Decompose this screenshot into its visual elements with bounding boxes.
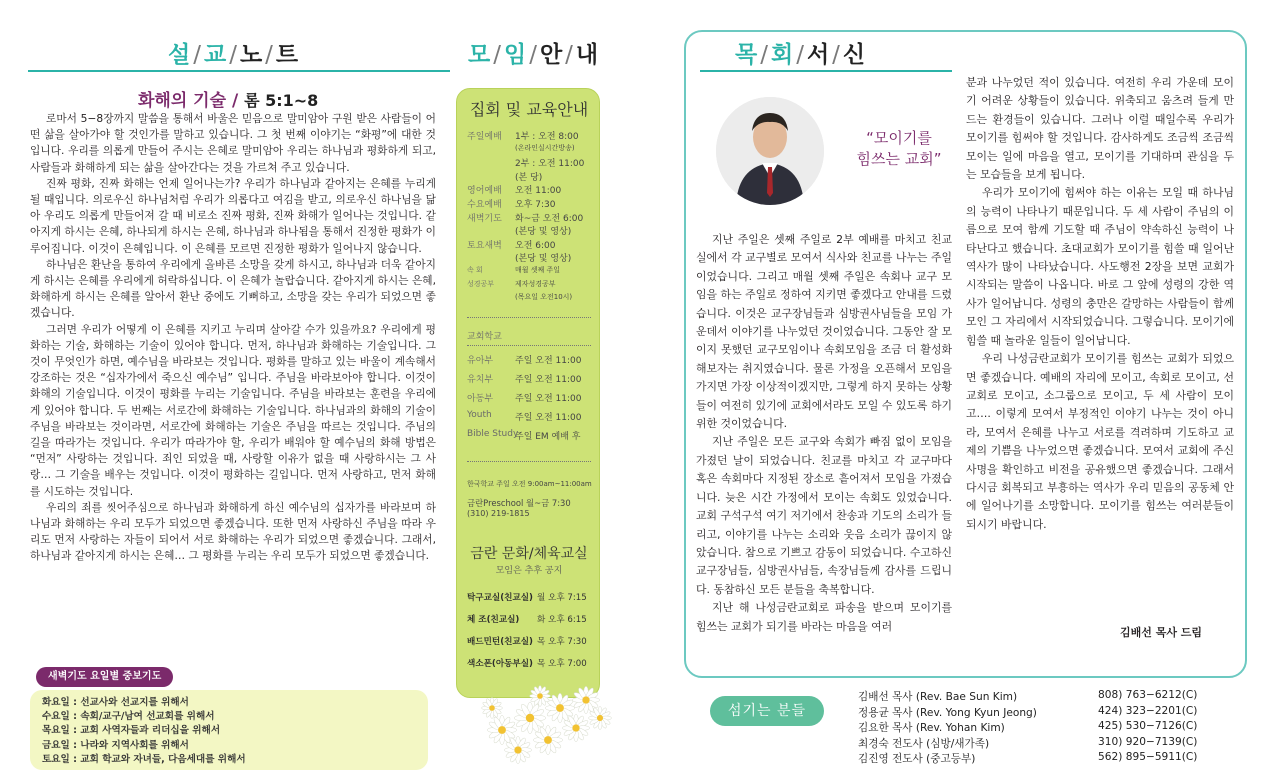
worship-row-value: (본 당): [515, 172, 543, 183]
culture-row-label: 배드민턴(친교실): [467, 637, 533, 647]
pastor-divider: [700, 70, 952, 72]
culture-row-value: 월 오후 7:15: [537, 593, 587, 603]
worship-row: [467, 238, 597, 251]
worship-row-value: 오전 11:00: [515, 186, 562, 197]
prayer-item: 목요일 : 교회 사역자들과 리더십을 위해서: [42, 725, 221, 737]
sermon-reference: 롬 5:1~8: [244, 91, 319, 110]
culture-subtitle: 모임은 추후 공지: [495, 566, 563, 576]
staff-contact-row: [858, 751, 1238, 767]
school-row-value: 주일 EM 예배 후: [515, 432, 581, 442]
school-heading: [467, 329, 597, 342]
title-char: 서: [806, 42, 831, 68]
sermon-paragraph: 그러면 우리가 어떻게 이 은혜를 지키고 누리며 살아갈 수가 있을까요? 우리에게 평화하는 기술, 화해하는 기술이 있어야 합니다. 먼저, 하나님과 화해하는 기술입니다. 그것이 무엇인가 하면, 예수님을 바라보는 것입니다. 평화를 말하고 있는 바울이 계속해서 강조하는 것은 “십자가에서 죽으신 예수님” 입니다. 주님을 바라보아야 합니다. 이것이 화해의 기술입니다. 이것이 평화를 누리는 기술입니다. 주님을 바라보는 훈련을 우리에게 있어야 합니다. 두 번째는 서로간에 화해하는 기술입니다. 하나님과의 화해의 기술이 주님을 바라보는 것이라면, 서로간에 화해하는 기술은 주님을 따르는 것입니다. 주님의 길을 따라가는 것입니다. 우리가 따라가야 할, 우리가 배워야 할 예수님의 화해 방법은 “먼저” 사랑하는 것입니다. 죄인 되었을 때, 사랑할 이유가 없을 때 사랑하시는 그 사랑… 그 기술을 배우는 것입니다. 이것이 평화하는 길입니다. 먼저 사랑하고, 먼저 화해를 시도하는 것입니다.: [30, 322, 436, 498]
culture-heading: 금란 문화/체육교실: [470, 546, 588, 562]
school-row: [467, 410, 597, 423]
meetings-panel: [456, 88, 600, 698]
worship-row-value: 화~금 오전 6:00: [515, 213, 584, 224]
school-heading-text: 교회학교: [467, 332, 502, 342]
sermon-body: [30, 111, 436, 565]
worship-row-label: 수요예배: [467, 200, 502, 210]
worship-row: [467, 265, 597, 275]
title-char: 트: [275, 42, 300, 68]
worship-row: [467, 279, 597, 289]
culture-row: [467, 591, 595, 603]
school-row-value: 주일 오전 11:00: [515, 356, 582, 366]
worship-row-value: 2부 : 오전 11:00: [515, 159, 585, 170]
staff-name: 최경숙 전도사 (심방/새가족): [858, 737, 990, 750]
sermon-heading-text: 화해의 기술 /: [138, 91, 245, 111]
letter-column-left: [696, 231, 952, 636]
divider: [467, 461, 591, 462]
school-row-value: 주일 오전 11:00: [515, 394, 582, 404]
staff-phone: 425) 530−7126(C): [1098, 720, 1198, 733]
title-char: 모: [468, 42, 492, 68]
staff-contact-row: [858, 705, 1238, 721]
letter-paragraph: 우리 나성금란교회가 모이기를 힘쓰는 교회가 되었으면 좋겠습니다. 예배의 자리에 모이고, 속회로 모이고, 선교회로 모이고, 소그룹으로 모이고, 두 세 사람이 모이고…. 이렇게 모여서 부정적인 이야기 나누는 것이 아니라, 모여서 은혜를 나누고 서로를 격려하며 기도하고 교제의 기쁨을 나누었으면 좋겠습니다. 모여서 교회에 주신 사명을 확인하고 비전을 공유했으면 좋겠습니다. 그래서 다시금 회복되고 부흥하는 역사가 우리 믿음의 공동체 안에 일어나기를 소망합니다. 모이기를 힘쓰는 여러분들이 되시기 바랍니다.: [966, 352, 1234, 531]
sermon-paragraph: 진짜 평화, 진짜 화해는 언제 일어나는가? 우리가 하나님과 같아지는 은혜를 누리게 될 때입니다. 의로우신 하나님처럼 우리가 의롭다고 여김을 받고, 의로우신 하나님을 닮아 우리도 의롭게 만들어져 갈 때 비로소 진짜 평화, 진짜 화해가 일어나는 것입니다. 같아지게 하시는 은혜, 하나되게 하시는 은혜, 하나님과 하나됨을 통해서 진정한 평화가 이루어집니다. 이것이 은혜입니다. 이 은혜를 모르면 진정한 평화가 일어나지 않습니다.: [30, 176, 436, 255]
school-row: [467, 429, 597, 442]
worship-row-label: 영어예배: [467, 186, 502, 197]
preschool-line: 금란Preschool 월~금 7:30: [467, 498, 571, 508]
worship-row-value: (온라인실시간방송): [515, 143, 575, 152]
worship-row-value: (본당 및 영상): [515, 227, 572, 238]
title-char: 안: [539, 42, 564, 68]
worship-row-label: 토요새벽: [467, 240, 502, 251]
divider: [467, 345, 591, 346]
staff-phone: 808) 763−6212(C): [1098, 689, 1198, 701]
worship-row: [467, 251, 597, 265]
staff-phone: 562) 895−5911(C): [1098, 751, 1198, 764]
worship-row-value: (목요일 오전10시): [515, 293, 573, 302]
letter-paragraph: 지난 해 나성금란교회로 파송을 받으며 모이기를 힘쓰는 교회가 되기를 바라는 마음을 여러: [696, 601, 952, 633]
culture-row-label: 탁구교실(친교실): [467, 593, 533, 603]
school-row-label: 유치부: [467, 375, 494, 385]
staff-phone: 310) 920−7139(C): [1098, 735, 1198, 748]
school-row: [467, 372, 597, 385]
staff-contact-row: [858, 689, 1238, 705]
title-char: 임: [503, 42, 528, 68]
school-row: [467, 353, 597, 366]
worship-row-label: 속 회: [467, 266, 483, 274]
title-char: 노: [239, 42, 264, 68]
letter-paragraph: 지난 주일은 모든 교구와 속회가 빠짐 없이 모임을 가졌던 날이 되었습니다. 친교를 마치고 각 교구마다 혹은 속회마다 지정된 장소로 흩어져서 모임을 가졌습니다. 늦은 시간 가정에서 모이는 속회도 있었습니다. 교회 구석구석 여기 저기에서 찬송과 기도의 소리가 들리고, 이야기를 나누는 소리와 웃음 소리가 끊이지 않았습니다. 참으로 기쁘고 감동이 되었습니다. 수고하신 교구장님들, 심방권사님들, 속장님들께 감사를 드립니다. 동참하신 모든 분들을 축복합니다.: [696, 435, 952, 596]
prayer-item: 토요일 : 교회 학교와 자녀들, 다음세대를 위해서: [42, 753, 246, 765]
staff-phone: 424) 323−2201(C): [1098, 704, 1198, 717]
culture-row-label: 체 조(친교실): [467, 615, 520, 625]
meetings-section-title: 모/임/안/내: [468, 42, 600, 68]
quote-line: “모이기를: [866, 129, 932, 147]
staff-contact-list: [858, 689, 1238, 767]
worship-row: [467, 129, 597, 142]
culture-row: [467, 613, 595, 625]
staff-name: 김진영 전도사 (중고등부): [858, 753, 976, 766]
worship-row-label: 성경공부: [467, 279, 495, 288]
worship-row: [467, 156, 597, 170]
staff-badge: 섬기는 분들: [710, 696, 824, 726]
school-row: [467, 391, 597, 404]
pastor-portrait: [716, 97, 824, 205]
staff-contact-row: [858, 736, 1238, 752]
prayer-item: 화요일 : 선교사와 선교지를 위해서: [42, 697, 189, 708]
staff-name: 정용균 목사 (Rev. Yong Kyun Jeong): [858, 706, 1037, 719]
daisy-icon: [482, 698, 503, 719]
school-row-label: Youth: [467, 410, 492, 420]
worship-row: [467, 183, 597, 196]
letter-paragraph: 우리가 모이기에 힘써야 하는 이유는 모일 때 하나님의 능력이 나타나기 때문입니다. 두 세 사람이 주님의 이름으로 모여 함께 기도할 때 주님이 약속하신 능력이 나타난다고 했습니다. 초대교회가 모이기를 힘쓸 때 일어난 역사가 많이 나타났습니다. 사도행전 2장을 보면 교회가 시작되는 말씀이 나옵니다. 바로 그 앞에 성령의 강한 역사가 일어납니다. 성령의 충만은 갈망하는 사람들이 함께 모인 그 자리에서 시작되었습니다. 그렇습니다. 모이기에 힘쓸 때 놀라운 일들이 일어납니다.: [966, 186, 1234, 347]
worship-row: [467, 211, 597, 224]
culture-row-value: 화 오후 6:15: [537, 615, 587, 625]
korean-school: 한국학교 주일 오전 9:00am~11:00am: [467, 480, 592, 488]
culture-row: [467, 657, 595, 669]
pastor-section-title: 목/회/서/신: [735, 42, 867, 68]
title-char: 내: [575, 42, 600, 68]
staff-name: 김배선 목사 (Rev. Bae Sun Kim): [858, 691, 1018, 703]
culture-row-value: 목 오후 7:00: [537, 659, 587, 669]
worship-row-value: 1부 : 오전 8:00: [515, 132, 579, 142]
culture-row-value: 목 오후 7:30: [537, 637, 587, 647]
letter-signature: 김배선 목사 드림: [1120, 626, 1203, 639]
worship-row: [467, 224, 597, 238]
prayer-badge: 새벽기도 요일별 중보기도: [36, 667, 173, 687]
worship-row-value: (본당 및 영상): [515, 254, 572, 265]
worship-row-value: 오후 7:30: [515, 200, 556, 210]
letter-paragraph: 지난 주일은 셋째 주일로 2부 예배를 마치고 친교실에서 각 교구별로 모여서 식사와 친교를 나누는 주일이었습니다. 그리고 매월 셋째 주일은 속회나 교구 모임을 하는 주일로 정하여 지키면 좋겠다고 안내를 드렸습니다. 이것은 교구장님들과 심방권사님들을 모임 가운데서 이야기를 나누었던 것이었습니다. 그동안 잘 모이지 못했던 교구모임이나 속회모임을 조금 더 활성화 해보자는 취지였습니다. 물론 가정을 오픈해서 모임을 가지면 가장 이상적이겠지만, 그렇게 하지 못하는 상황들이 여전히 있기에 교회에서라도 모일 수 있도록 하기 위한 것이었습니다.: [696, 233, 952, 431]
worship-row-value: 제자성경공부: [515, 279, 556, 288]
sermon-heading: [138, 86, 438, 111]
worship-row: [467, 197, 597, 210]
prayer-item: 수요일 : 속회/교구/남여 선교회를 위해서: [42, 711, 215, 723]
worship-row: [467, 170, 597, 183]
prayer-item: 금요일 : 나라와 지역사회를 위해서: [42, 739, 189, 751]
worship-row-label: 새벽기도: [467, 213, 502, 224]
school-row-label: 아동부: [467, 394, 494, 404]
staff-contact-row: [858, 720, 1238, 736]
sermon-paragraph: 우리의 죄를 씻어주심으로 하나님과 화해하게 하신 예수님의 십자가를 바라보며 하나님과 화해하는 우리 모두가 되었으면 좋겠습니다. 또한 먼저 사랑하신 주님을 따라 우리도 먼저 사랑하는 자들이 되어서 서로 화해하는 우리가 되었으면 좋겠습니다. 그래서, 하나님과 같아지게 하시는 은혜… 그 평화를 누리는 우리 모두가 되었으면 좋겠습니다.: [30, 500, 436, 563]
divider: [467, 317, 591, 318]
culture-row-label: 색소폰(아동부실): [467, 659, 533, 669]
letter-column-right: [966, 74, 1234, 534]
school-row-value: 주일 오전 11:00: [515, 375, 582, 385]
worship-row-value: 매월 셋째 주일: [515, 266, 561, 274]
title-char: 목: [735, 42, 759, 68]
meetings-heading: 집회 및 교육안내: [469, 100, 589, 119]
worship-row: [467, 292, 597, 300]
sermon-paragraph: 로마서 5−8장까지 말씀을 통해서 바울은 믿음으로 말미암아 구원 받은 사람들이 어떤 삶을 살아가야 할 것인가를 말하고 있습니다. 그 첫 번째 이야기는 “화평”에 대한 것입니다. 우리를 의롭게 만들어 주시는 은혜로 말미암아 우리는 하나님과 평화하게 되고, 사람들과 화해하게 되는 삶을 살아간다는 것을 가르쳐 주고 있습니다.: [30, 112, 436, 174]
quote-line: 힘쓰는 교회”: [856, 150, 942, 168]
title-char: 설: [168, 42, 192, 68]
prayer-list: [30, 690, 428, 770]
title-char: 교: [203, 42, 228, 68]
worship-row: [467, 143, 597, 151]
worship-row-value: 오전 6:00: [515, 240, 556, 251]
sermon-paragraph: 하나님은 환난을 통하여 우리에게 올바른 소망을 갖게 하시고, 하나님과 더욱 같아지게 하시는 은혜를 우리에게 허락하십니다. 이 은혜가 놀랍습니다. 같아지게 하시는 은혜, 화해하게 하시는 은혜를 알아서 환난 중에도 기뻐하고, 소망을 갖는 우리가 되었으면 좋겠습니다.: [30, 257, 436, 320]
school-row-label: 유아부: [467, 356, 494, 366]
worship-row-label: 주일예배: [467, 132, 502, 142]
sermon-section-title: 설/교/노/트: [168, 42, 300, 68]
daisy-bouquet-icon: [478, 678, 618, 768]
school-row-value: 주일 오전 11:00: [515, 413, 582, 423]
title-char: 회: [770, 42, 795, 68]
daisy-icon: [530, 686, 551, 707]
preschool-phone: (310) 219-1815: [467, 509, 530, 518]
pastor-quote: [838, 128, 960, 170]
title-char: 신: [842, 42, 867, 68]
letter-paragraph: 분과 나누었던 적이 있습니다. 여전히 우리 가운데 모이기 어려운 상황들이 있습니다. 위축되고 움츠려 들게 만드는 환경들이 있습니다. 그러나 이럴 때일수록 우리가 모이기를 힘써야 할 것입니다. 감사하게도 조금씩 조금씩 모이는 일에 마음을 열고, 모이기를 기대하며 관심을 두는 모습들을 보게 됩니다.: [966, 76, 1234, 182]
school-row-label: Bible Study: [467, 429, 519, 439]
portrait-icon: [716, 97, 824, 205]
staff-name: 김요한 목사 (Rev. Yohan Kim): [858, 722, 1005, 735]
sermon-divider: [28, 70, 450, 72]
culture-row: [467, 635, 595, 647]
